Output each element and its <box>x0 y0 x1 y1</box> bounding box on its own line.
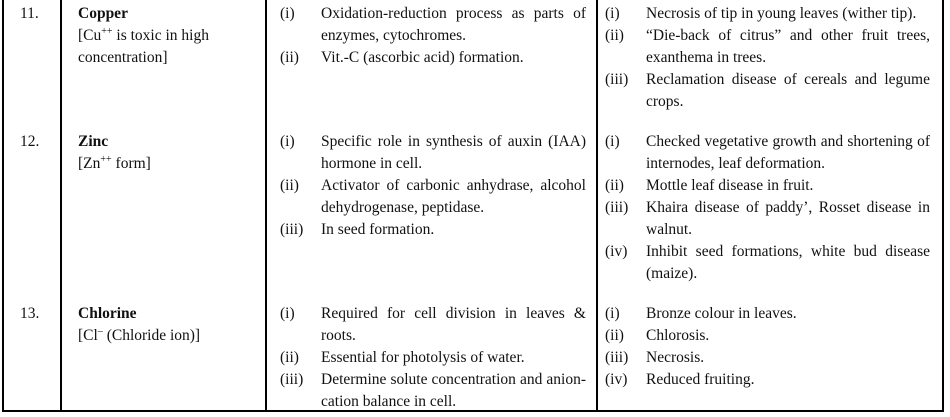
functions-list <box>280 131 586 241</box>
element-name: Chlorine <box>78 305 137 322</box>
list-item: (i) Checked vegetative growth and shortening of internodes, leaf deformation. <box>605 133 930 172</box>
list-item: (ii) “Die-back of citrus” and other fruit trees, exanthema in trees. <box>605 27 930 66</box>
element-cell <box>78 131 258 175</box>
deficiency-list <box>605 303 930 391</box>
element-name: Copper <box>78 5 128 22</box>
list-item: (iv) Reduced fruiting. <box>605 371 755 388</box>
element-name: Zinc <box>78 133 109 150</box>
element-cell <box>78 3 258 69</box>
list-item: (i) Required for cell division in leaves & roots. <box>280 305 586 344</box>
list-item: (ii) Essential for photolysis of water. <box>280 349 525 366</box>
list-item: (i) Specific role in synthesis of auxin (IAA) hormone in cell. <box>280 133 586 172</box>
column-divider <box>60 0 62 412</box>
element-note: [Zn++ form] <box>78 153 151 172</box>
list-item: (i) Necrosis of tip in young leaves (wither tip). <box>605 5 917 22</box>
column-divider <box>596 0 598 412</box>
functions-list <box>280 3 586 69</box>
element-note: [Cu++ is toxic in high concentration] <box>78 25 209 66</box>
deficiency-list <box>605 131 930 285</box>
list-item: (iv) Inhibit seed formations, white bud disease (maize). <box>605 243 930 282</box>
list-item: (iii) Khaira disease of paddy’, Rosset disease in walnut. <box>605 199 930 238</box>
list-item: (iii) In seed formation. <box>280 221 435 238</box>
deficiency-list <box>605 3 930 113</box>
list-item: (ii) Chlorosis. <box>605 327 710 344</box>
list-item: (iii) Necrosis. <box>605 349 705 366</box>
row-number: 13. <box>20 305 40 322</box>
row-number: 11. <box>20 5 39 22</box>
list-item: (ii) Vit.-C (ascorbic acid) formation. <box>280 49 524 66</box>
list-item: (i) Bronze colour in leaves. <box>605 305 797 322</box>
list-item: (ii) Activator of carbonic anhydrase, alcohol dehydrogenase, peptidase. <box>280 177 586 216</box>
list-item: (iii) Determine solute concentration and anion-cation balance in cell. <box>280 371 586 410</box>
functions-list <box>280 303 586 413</box>
row-number: 12. <box>20 133 40 150</box>
element-cell <box>78 303 258 347</box>
list-item: (iii) Reclamation disease of cereals and legume crops. <box>605 71 930 110</box>
list-item: (ii) Mottle leaf disease in fruit. <box>605 177 814 194</box>
element-note: [Cl– (Chloride ion)] <box>78 325 201 344</box>
list-item: (i) Oxidation-reduction process as parts of enzymes, cytochromes. <box>280 5 586 44</box>
column-divider <box>265 0 267 412</box>
